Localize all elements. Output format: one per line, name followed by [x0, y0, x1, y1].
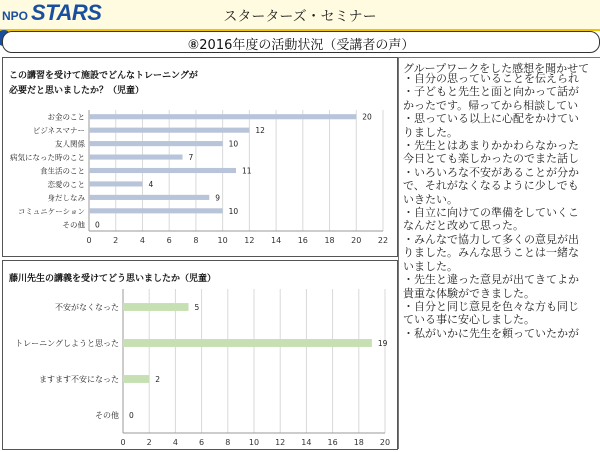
bar — [89, 168, 236, 173]
feedback-line: ・自立に向けての準備をしていくこ — [403, 206, 579, 220]
feedback-line: ・子どもと先生と面と向かって話が — [403, 85, 579, 99]
feedback-line: ・先生と違った意見が出てきてよか — [403, 273, 579, 287]
logo-prefix: NPO — [2, 9, 29, 23]
x-tick-label: 4 — [172, 438, 178, 447]
x-tick-label: 20 — [351, 236, 362, 245]
bar — [123, 339, 372, 347]
bar — [123, 303, 189, 311]
feedback-line: ・自分の思っていることを伝えられ — [403, 72, 579, 85]
x-tick-label: 2 — [146, 438, 152, 447]
bar — [89, 128, 249, 133]
feedback-line: で、それがなくなるように少しでも — [403, 179, 579, 193]
value-label: 11 — [242, 166, 252, 176]
value-label: 20 — [362, 112, 372, 122]
feedback-line: かったです。帰ってから相談してい — [403, 98, 579, 112]
feedback-line: いきたい。 — [403, 192, 458, 206]
survey2-panel — [2, 260, 398, 450]
bar — [89, 181, 142, 186]
feedback-line: ・いろいろな不安があることが分か — [403, 165, 579, 179]
x-tick-label: 8 — [193, 236, 199, 245]
value-label: 4 — [148, 179, 154, 189]
feedback-line: ている事に安心しました。 — [403, 313, 535, 327]
x-tick-label: 4 — [139, 236, 146, 245]
value-label: 10 — [228, 206, 239, 216]
subtitle-box — [2, 31, 600, 53]
x-tick-label: 0 — [120, 438, 126, 447]
bar — [89, 141, 223, 146]
x-tick-label: 16 — [297, 236, 308, 245]
x-tick-label: 12 — [244, 236, 255, 245]
bar — [89, 195, 209, 200]
x-tick-label: 6 — [199, 438, 205, 447]
value-label: 0 — [95, 220, 100, 230]
x-tick-label: 10 — [217, 236, 228, 245]
x-tick-label: 0 — [86, 236, 92, 245]
feedback-line: いました。 — [403, 259, 458, 273]
bar — [123, 375, 149, 383]
survey1-question-line1: この講習を受けて施設でどんなトレーニングが — [9, 71, 198, 81]
feedback-line: 今日とても楽しかったのでまた話し — [403, 152, 579, 166]
x-tick-label: 18 — [353, 438, 364, 447]
category-label: ますます不安になった — [39, 375, 119, 384]
feedback-line: ・自分と同じ意見を色々な方も同じ — [403, 299, 579, 313]
survey1-question-line2: 必要だと思いましたか？（児童） — [9, 86, 145, 96]
x-tick-label: 18 — [324, 236, 335, 245]
survey1-panel — [2, 57, 398, 257]
category-label: お金のこと — [47, 112, 85, 122]
category-label: 身だしなみ — [47, 193, 85, 203]
value-label: 19 — [377, 339, 388, 348]
category-label: 病気になった時のこと — [10, 153, 85, 163]
bar — [89, 114, 356, 119]
category-label: その他 — [62, 220, 85, 230]
category-label: トレーニングしようと思った — [15, 339, 119, 348]
value-label: 0 — [129, 411, 134, 420]
feedback-title: グループワークをした感想を聞かせて — [403, 62, 590, 75]
feedback-list — [403, 72, 600, 340]
value-label: 10 — [228, 139, 239, 149]
value-label: 7 — [188, 153, 194, 163]
feedback-line: ・思っている以上に心配をかけてい — [403, 112, 579, 126]
category-label: 友人関係 — [55, 139, 85, 149]
category-label: 食生活のこと — [40, 166, 85, 176]
value-label: 2 — [155, 375, 160, 384]
x-tick-label: 6 — [166, 236, 172, 245]
category-label: 不安がなくなった — [55, 303, 119, 312]
feedback-line: りました。 — [403, 125, 458, 139]
category-label: 恋愛のこと — [47, 179, 85, 189]
survey2-question: 藤川先生の講義を受けてどう思いましたか（児童） — [9, 274, 217, 284]
feedback-line: ・私がいかに先生を頼っていたかが — [403, 326, 579, 340]
feedback-line: なんだと改めて思った。 — [403, 219, 524, 233]
feedback-line: ・みんなで協力して多くの意見が出 — [403, 232, 579, 246]
category-label: コミュニケーション — [17, 206, 85, 216]
feedback-line: 貴重な体験ができました。 — [403, 286, 535, 300]
logo-main: STARS — [31, 0, 102, 25]
x-tick-label: 16 — [327, 438, 338, 447]
category-label: ビジネスマナー — [32, 126, 85, 136]
x-tick-label: 14 — [270, 236, 282, 245]
feedback-line: ・先生とはあまりかかわらなかった — [403, 139, 579, 153]
value-label: 9 — [215, 193, 221, 203]
x-tick-label: 14 — [301, 438, 312, 447]
page-subtitle: ⑧2016年度の活動状況（受講者の声） — [187, 38, 415, 53]
feedback-panel — [398, 57, 600, 449]
x-tick-label: 2 — [113, 236, 119, 245]
survey2-chart — [3, 261, 397, 449]
x-tick-label: 8 — [225, 438, 231, 447]
feedback-line: りました。みんな思うことは一緒な — [403, 246, 579, 260]
bar — [89, 155, 183, 160]
brand-title: スターターズ・セミナー — [223, 9, 377, 25]
survey1-chart — [3, 58, 397, 256]
category-label: その他 — [95, 411, 119, 420]
value-label: 12 — [255, 126, 265, 136]
x-tick-label: 12 — [275, 438, 286, 447]
x-tick-label: 20 — [379, 438, 391, 447]
x-tick-label: 10 — [248, 438, 260, 447]
bar — [89, 208, 223, 213]
value-label: 5 — [194, 303, 200, 312]
x-tick-label: 22 — [377, 236, 389, 245]
